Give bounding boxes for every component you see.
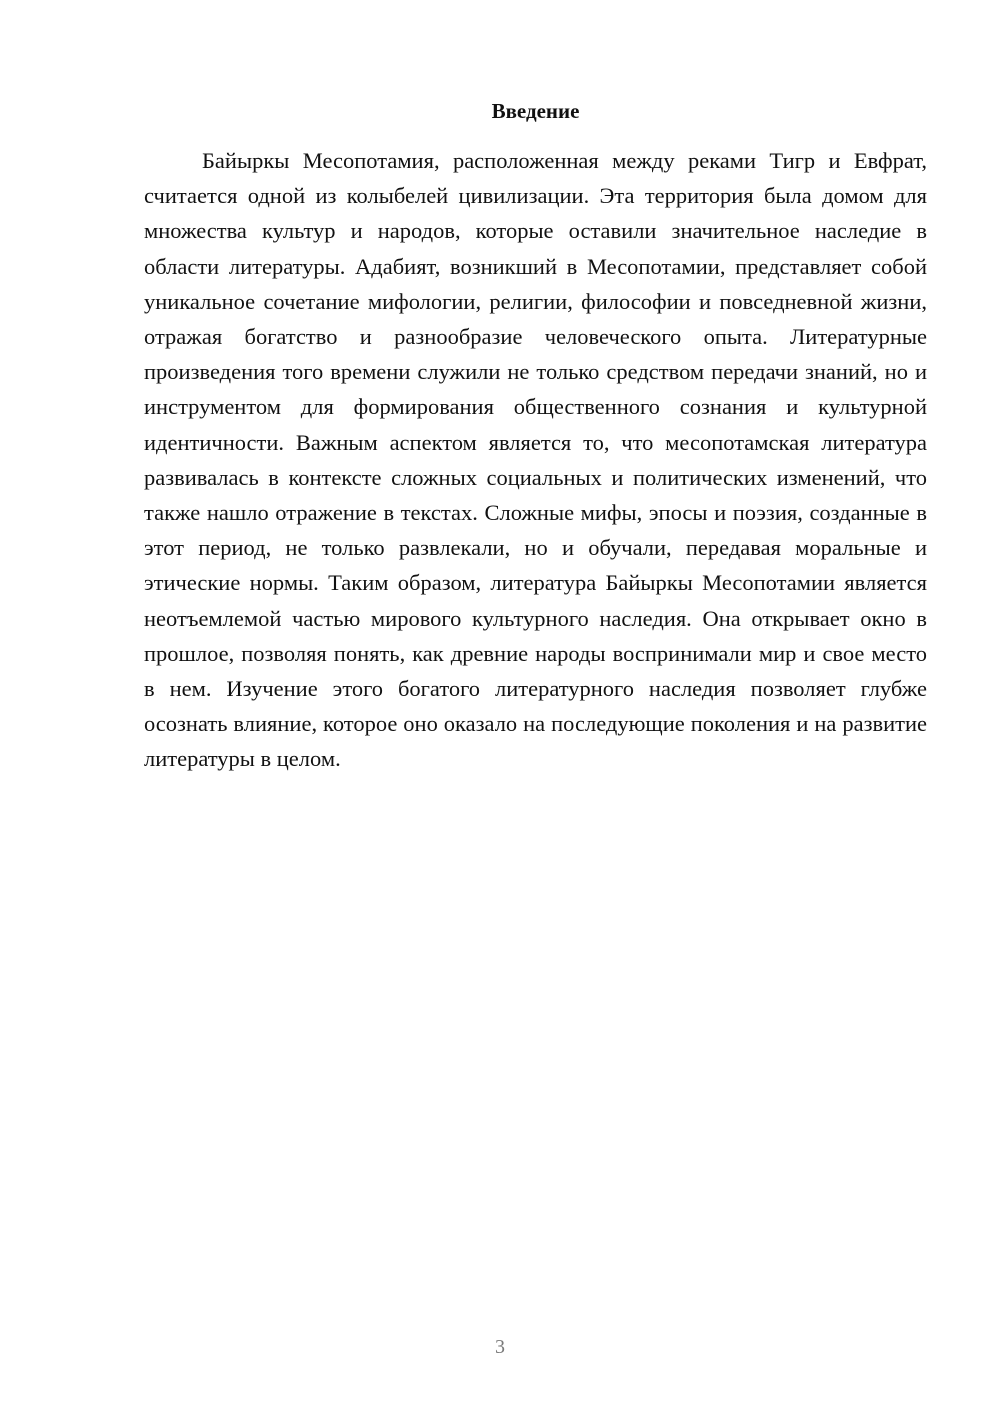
section-heading: Введение (491, 99, 580, 123)
page-number: 3 (495, 1336, 505, 1358)
body-paragraph: Байыркы Месопотамия, расположенная между реками Тигр и Евфрат, считается одной из колыбелей цивилизации. Эта территория была домом для множества культур и народов, которые оставили значительное наследие в области литературы. Адабият, возникший в Месопотамии, представляет собой уникальное сочетание мифологии, религии, философии и повседневной жизни, отражая богатство и разнообразие человеческого опыта. Литературные произведения того времени служили не только средством передачи знаний, но и инструментом для формирования общественного сознания и культурной идентичности. Важным аспектом является то, что месопотамская литература развивалась в контексте сложных социальных и политических изменений, что также нашло отражение в текстах. Сложные мифы, эпосы и поэзия, созданные в этот период, не только развлекали, но и обучали, передавая моральные и этические нормы. Таким образом, литература Байыркы Месопотамии является неотъемлемой частью мирового культурного наследия. Она открывает окно в прошлое, позволяя понять, как древние народы воспринимали мир и свое место в нем. Изучение этого богатого литературного наследия позволяет глубже осознать влияние, которое оно оказало на последующие поколения и на развитие литературы в целом. (144, 148, 927, 772)
